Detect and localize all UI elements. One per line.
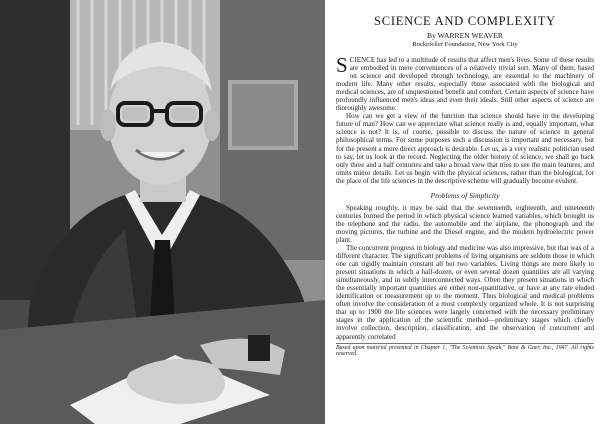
article-title: SCIENCE AND COMPLEXITY (374, 14, 556, 28)
article-body (336, 53, 594, 358)
article-affiliation: Rockefeller Foundation, New York City (412, 41, 518, 48)
drop-cap: S (336, 53, 348, 77)
paragraph-intro-2: How can we get a view of the function that science should have in the developing future of man? How can we appreciate what science really is and, equally important, what science is not? It is, of course, possible to discuss the nature of science in general philosophical terms. For some purposes such a discussion is important and necessary, but for the present a more direct approach is desirable. Let us, as a very realistic politician used to say, let us look at the record. Neglecting the older history of science, we shall go back only three and a half centuries and take a broad view that tries to see the main features, and omits minor details. Let us begin with the physical sciences, rather than the biological, for the place of the life sciences in the descriptive scheme will gradually become evident. (336, 112, 594, 185)
article-byline: By WARREN WEAVER (427, 31, 503, 40)
footnote: Based upon material presented in Chapter 1, "The Scientists Speak," Boni & Gaer, Inc., 1947. All rights reserved. (336, 344, 594, 358)
paragraph-section-1: Speaking roughly, it may be said that the seventeenth, eighteenth, and nineteenth centuries formed the period in which physical science learned variables, which brought us the telephone and the radio, the automobile and the airplane, the phonograph and the moving pictures, the turbine and the Diesel engine, and the modern hydroelectric power plant. (336, 203, 594, 244)
section-heading: Problems of Simplicity (430, 190, 500, 200)
article (336, 14, 594, 420)
paragraph-intro-1-text: CIENCE has led to a multitude of results that affect men's lives. Some of these results are embodied in mere conveniences of a relatively trivial sort. Many of them, based on science and developed through technology, are essential to the machinery of modern life. Many other results, especially those associated with the biological and medical sciences, are of unquestioned benefit and comfort. Certain aspects of science have profoundly influenced men's ideas and even their ideals. Still other aspects of science are thoroughly awesome. (336, 56, 594, 113)
paragraph-intro-1 (336, 53, 594, 113)
paragraph-section-2: The concurrent progress in biology and medicine was also impressive, but that was of a different character. The significant problems of living organisms are seldom those in which one can rigidly maintain constant all but two variables. Living things are more likely to present situations in which a half-dozen, or even several dozen quantities are all varying simultaneously, and in subtly interconnected ways. Often they present situations in which the essentially important quantities are either non-quantitative, or have at any rate eluded identification or measurement up to the moment. Thus biological and medical problems often involve the consideration of a most complexly organized whole. It is not surprising that up to 1900 the life sciences were largely concerned with the necessary preliminary stages in the application of the scientific method—preliminary stages which chiefly involve collection, description, classification, and the observation of concurrent and apparently correlated (336, 243, 594, 341)
